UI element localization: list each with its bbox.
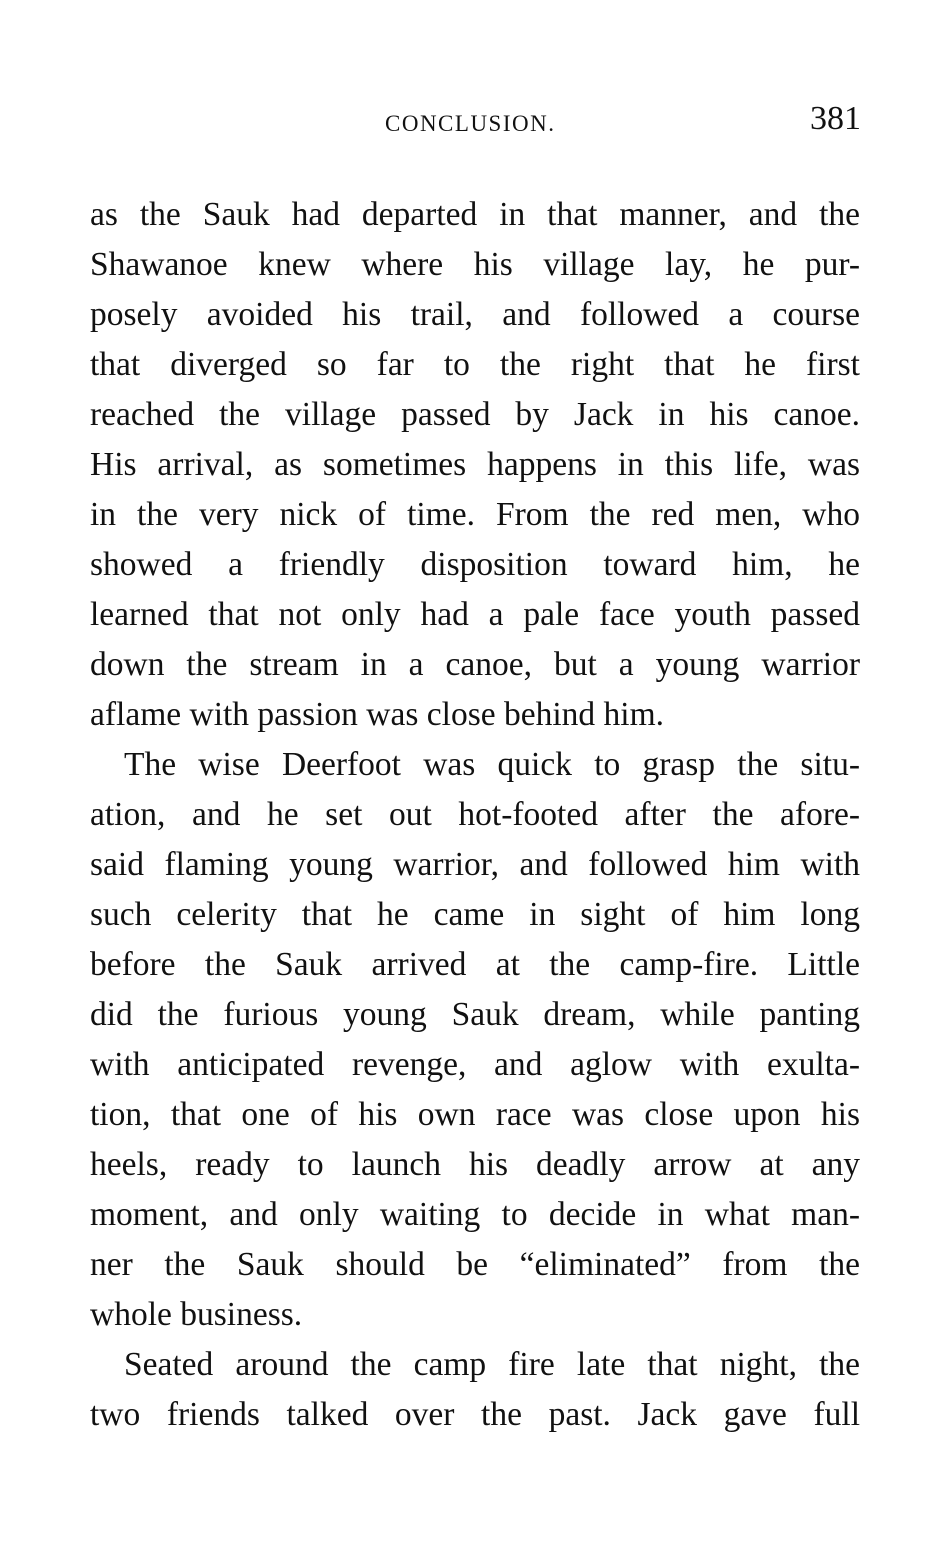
- text-line: showed a friendly disposition toward him, he: [90, 546, 860, 583]
- text-line: whole business.: [90, 1296, 303, 1333]
- text-line: heels, ready to launch his deadly arrow at any: [90, 1146, 860, 1183]
- text-line: down the stream in a canoe, but a young warrior: [90, 646, 860, 683]
- text-line: tion, that one of his own race was close upon his: [90, 1096, 860, 1133]
- text-line: reached the village passed by Jack in his canoe.: [90, 396, 860, 433]
- text-line: Shawanoe knew where his village lay, he pur-: [90, 246, 860, 283]
- text-line: ation, and he set out hot-footed after the afore-: [90, 796, 860, 833]
- text-line: His arrival, as sometimes happens in this life, was: [90, 446, 860, 483]
- body-text: [90, 190, 860, 1440]
- text-line: before the Sauk arrived at the camp-fire. Little: [90, 946, 860, 983]
- text-line: as the Sauk had departed in that manner, and the: [90, 196, 860, 233]
- text-line: aflame with passion was close behind him.: [90, 696, 665, 733]
- text-line: in the very nick of time. From the red men, who: [90, 496, 860, 533]
- text-line: Seated around the camp fire late that night, the: [124, 1346, 860, 1383]
- text-line: learned that not only had a pale face youth passed: [90, 596, 860, 633]
- text-line: moment, and only waiting to decide in what man-: [90, 1196, 860, 1233]
- text-line: that diverged so far to the right that he first: [90, 346, 860, 383]
- text-line: said flaming young warrior, and followed him with: [90, 846, 860, 883]
- text-line: did the furious young Sauk dream, while panting: [90, 996, 860, 1033]
- page-number: 381: [810, 100, 861, 137]
- text-line: posely avoided his trail, and followed a course: [90, 296, 860, 333]
- text-line: two friends talked over the past. Jack gave full: [90, 1396, 860, 1433]
- running-head: CONCLUSION.: [385, 111, 556, 136]
- text-line: The wise Deerfoot was quick to grasp the situ-: [124, 746, 860, 783]
- text-line: with anticipated revenge, and aglow with exulta-: [90, 1046, 860, 1083]
- text-line: ner the Sauk should be “eliminated” from the: [90, 1246, 860, 1283]
- text-line: such celerity that he came in sight of him long: [90, 896, 860, 933]
